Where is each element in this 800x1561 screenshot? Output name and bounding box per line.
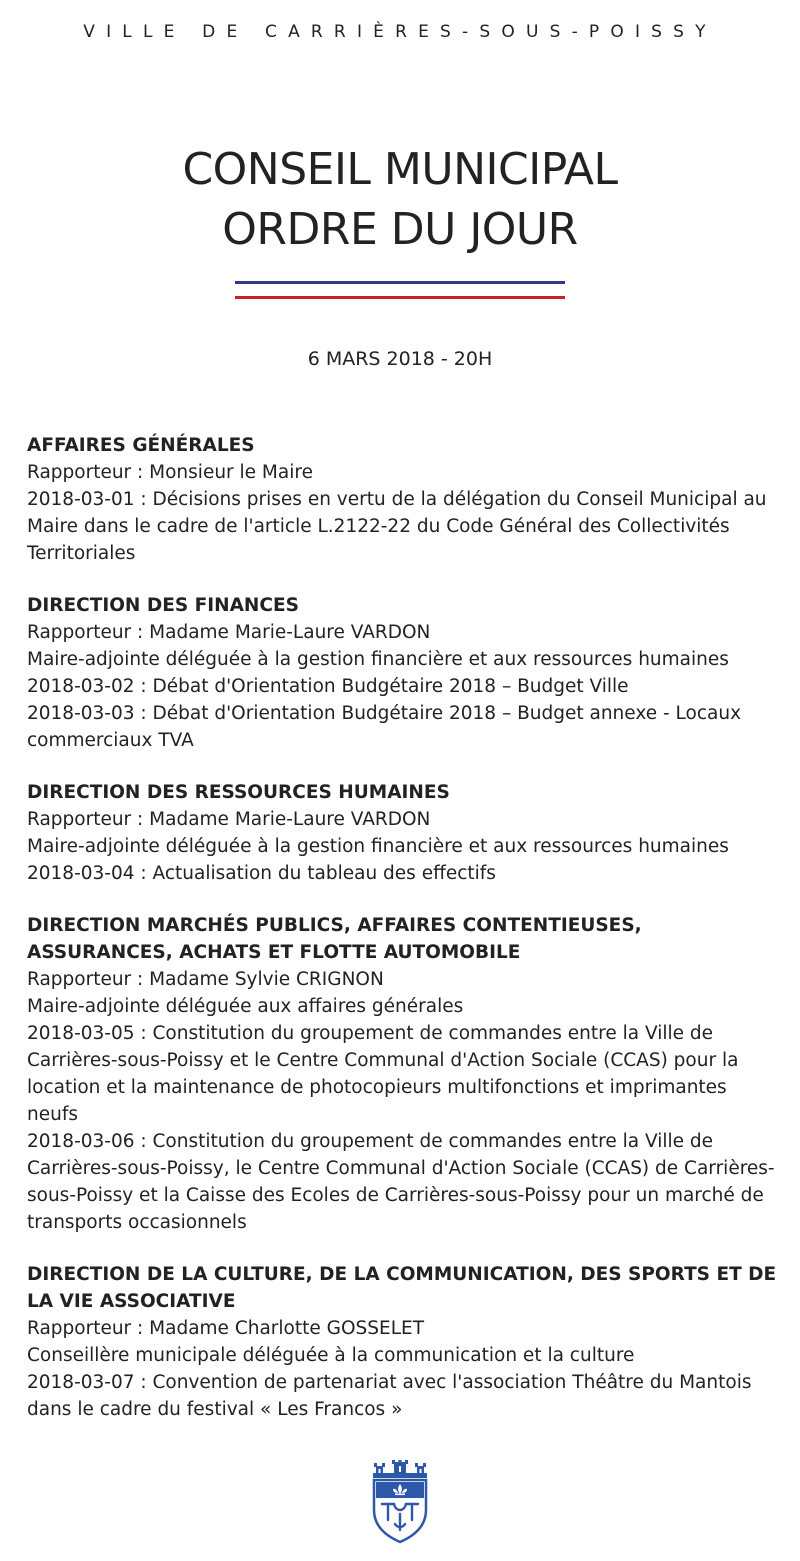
agenda-section [27,592,777,754]
section-title: DIRECTION DES RESSOURCES HUMAINES [27,782,450,803]
agenda-line: Rapporteur : Madame Marie-Laure VARDON [27,809,431,830]
section-title: DIRECTION DES FINANCES [27,595,299,616]
town-name-header: VILLE DE CARRIÈRES-SOUS-POISSY [83,22,717,42]
agenda-line: 2018-03-06 : Constitution du groupement de commandes entre la Ville de Carrières-sous-Poissy, le Centre Communal d'Action Sociale (CCAS) de Carrières-sous-Poissy et la Caisse des Ecoles de Carrières-sous-Poissy pour un marché de transports occasionnels [27,1131,775,1233]
section-title: DIRECTION MARCHÉS PUBLICS, AFFAIRES CONTENTIEUSES, ASSURANCES, ACHATS ET FLOTTE AUTOMOBILE [27,915,642,963]
agenda-section [27,779,777,887]
title-line-2: ORDRE DU JOUR [222,204,578,255]
agenda-list [27,432,777,1448]
agenda-section [27,912,777,1236]
agenda-line: Maire-adjointe déléguée à la gestion financière et aux ressources humaines [27,836,729,857]
agenda-section [27,1261,777,1423]
page-title [0,140,800,260]
agenda-line: Rapporteur : Madame Marie-Laure VARDON [27,622,431,643]
meeting-date: 6 MARS 2018 - 20H [307,348,493,370]
town-crest-icon [370,1460,430,1544]
agenda-line: 2018-03-02 : Débat d'Orientation Budgétaire 2018 – Budget Ville [27,676,629,697]
agenda-line: 2018-03-07 : Convention de partenariat avec l'association Théâtre du Mantois dans le cadre du festival « Les Francos » [27,1372,752,1420]
agenda-line: Rapporteur : Madame Sylvie CRIGNON [27,969,384,990]
agenda-line: 2018-03-04 : Actualisation du tableau des effectifs [27,863,496,884]
agenda-line: Maire-adjointe déléguée aux affaires générales [27,996,464,1017]
agenda-line: Conseillère municipale déléguée à la communication et la culture [27,1345,635,1366]
section-title: DIRECTION DE LA CULTURE, DE LA COMMUNICATION, DES SPORTS ET DE LA VIE ASSOCIATIVE [27,1264,777,1312]
agenda-line: 2018-03-03 : Débat d'Orientation Budgétaire 2018 – Budget annexe - Locaux commerciaux TVA [27,703,742,751]
title-line-1: CONSEIL MUNICIPAL [182,144,618,195]
tricolor-red-stripe [235,296,565,299]
tricolor-blue-stripe [235,281,565,284]
agenda-line: Maire-adjointe déléguée à la gestion financière et aux ressources humaines [27,649,729,670]
agenda-line: Rapporteur : Monsieur le Maire [27,462,313,483]
agenda-line: 2018-03-01 : Décisions prises en vertu de la délégation du Conseil Municipal au Maire dans le cadre de l'article L.2122-22 du Code Général des Collectivités Territoriales [27,489,767,564]
agenda-line: 2018-03-05 : Constitution du groupement de commandes entre la Ville de Carrières-sous-Poissy et le Centre Communal d'Action Sociale (CCAS) pour la location et la maintenance de photocopieurs multifonctions et imprimantes neufs [27,1023,739,1125]
agenda-line: Rapporteur : Madame Charlotte GOSSELET [27,1318,425,1339]
agenda-section [27,432,777,567]
section-title: AFFAIRES GÉNÉRALES [27,435,255,456]
